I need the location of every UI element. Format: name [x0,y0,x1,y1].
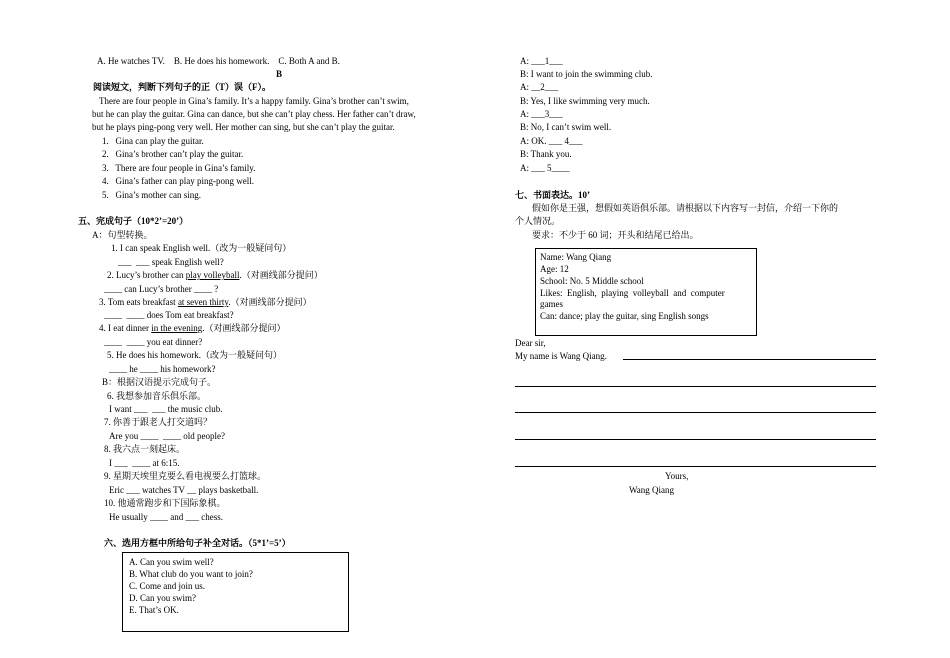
writing-prompt-line-2: 个人情况。 [515,216,561,226]
info-age: Age: 12 [540,264,569,274]
writing-line-3[interactable] [515,439,876,440]
part-a-title: A：句型转换。 [92,230,153,240]
tf-item-3: 3. There are four people in Gina’s family. [102,163,256,173]
question-9: 9. 星期天埃里克要么看电视要么打篮球。 [104,471,267,481]
question-3-underlined: at seven thirty [177,297,229,307]
question-2 [107,269,323,282]
writing-line-4[interactable] [515,466,876,467]
section5-title: 五、完成句子（10*2’=20’） [78,216,189,226]
dialog-line-7: A: OK. ___ 4___ [520,136,583,146]
letter-signature: Wang Qiang [629,485,675,495]
writing-line-1[interactable] [515,386,876,387]
letter-intro: My name is Wang Qiang. [515,351,607,361]
option-d: D. Can you swim? [129,593,196,603]
question-6: 6. 我想参加音乐俱乐部。 [107,391,207,401]
dialog-line-3: A: __2___ [520,82,559,92]
writing-requirement: 要求：不少于 60 词；开头和结尾已给出。 [532,230,699,240]
question-4 [99,322,286,335]
question-4-suffix: .（对画线部分提问） [202,323,286,333]
letter-greeting: Dear sir, [515,338,546,348]
question-10: 10. 他通常跑步和下国际象棋。 [104,498,226,508]
answer-3: ____ ____ does Tom eat breakfast? [104,310,234,320]
info-school: School: No. 5 Middle school [540,276,644,286]
section-b-instruction: 阅读短文，判断下列句子的正（T）误（F）。 [93,82,272,92]
answer-5: ____ he ____ his homework? [109,364,216,374]
answer-1: ___ ___ speak English well? [118,257,224,267]
section6-title: 六、选用方框中所给句子补全对话。（5*1’=5’） [104,538,291,548]
question-2-prefix: 2. Lucy’s brother can [107,270,186,280]
info-likes-cont: games [540,299,563,309]
writing-prompt-line-1: 假如你是王强，想假如英语俱乐部。请根据以下内容写一封信，介绍一下你的 [532,203,839,213]
dialog-line-9: A: ___ 5____ [520,163,570,173]
question-1: 1. I can speak English well.（改为一般疑问句） [111,243,292,253]
option-e: E. That’s OK. [129,605,179,615]
dialog-line-1: A: ___1___ [520,56,563,66]
option-b: B. What club do you want to join? [129,569,253,579]
question-2-underlined: play volleyball [185,270,240,280]
answer-10: He usually ____ and ___ chess. [109,512,223,522]
writing-line-0[interactable] [623,359,876,360]
option-a: A. Can you swim well? [129,557,214,567]
question-5: 5. He does his homework.（改为一般疑问句） [107,350,282,360]
dialog-line-5: A: ___3___ [520,109,563,119]
answer-2: ____ can Lucy’s brother ____ ? [104,284,219,294]
tf-item-4: 4. Gina’s father can play ping-pong well. [102,176,254,186]
info-box [535,248,757,336]
dialog-line-2: B: I want to join the swimming club. [520,69,653,79]
question-8: 8. 我六点一刻起床。 [104,444,186,454]
passage-line-2: but he can play the guitar. Gina can dance, but she can’t play chess. Her father can’t draw, [92,109,416,119]
answer-7: Are you ____ ____ old people? [109,431,225,441]
section7-title: 七、书面表达。10’ [515,190,590,200]
info-name: Name: Wang Qiang [540,252,612,262]
part-b-title: B：根据汉语提示完成句子。 [102,377,217,387]
passage-line-1: There are four people in Gina’s family. It’s a happy family. Gina’s brother can’t swim, [99,96,409,106]
answer-6: I want ___ ___ the music club. [109,404,223,414]
question-4-prefix: 4. I eat dinner [99,323,152,333]
tf-item-5: 5. Gina’s mother can sing. [102,190,201,200]
answer-9: Eric ___ watches TV __ plays basketball. [109,485,259,495]
letter-closing: Yours, [665,471,689,481]
dialog-line-8: B: Thank you. [520,149,572,159]
question-2-suffix: .（对画线部分提问） [239,270,323,280]
option-c: C. Come and join us. [129,581,205,591]
answer-4: ____ ____ you eat dinner? [104,337,203,347]
info-can: Can: dance; play the guitar, sing English songs [540,311,709,321]
question-3-suffix: .（对画线部分提问） [228,297,312,307]
tf-item-1: 1. Gina can play the guitar. [102,136,204,146]
dialog-line-6: B: No, I can’t swim well. [520,122,612,132]
dialog-line-4: B: Yes, I like swimming very much. [520,96,650,106]
q-options-line: A. He watches TV. B. He does his homework. C. Both A and B. [97,56,340,66]
info-likes: Likes: English, playing volleyball and computer [540,288,725,298]
writing-line-2[interactable] [515,412,876,413]
section-b-letter: B [276,69,283,79]
tf-item-2: 2. Gina’s brother can’t play the guitar. [102,149,244,159]
answer-8: I ___ ____ at 6:15. [109,458,180,468]
question-7: 7. 你善于跟老人打交道吗？ [104,417,213,427]
question-4-underlined: in the evening [151,323,203,333]
question-3 [99,296,312,309]
question-3-prefix: 3. Tom eats breakfast [99,297,178,307]
options-box [122,552,349,632]
passage-line-3: but he plays ping-pong very well. Her mother can sing, but she can’t play the guitar. [92,122,395,132]
